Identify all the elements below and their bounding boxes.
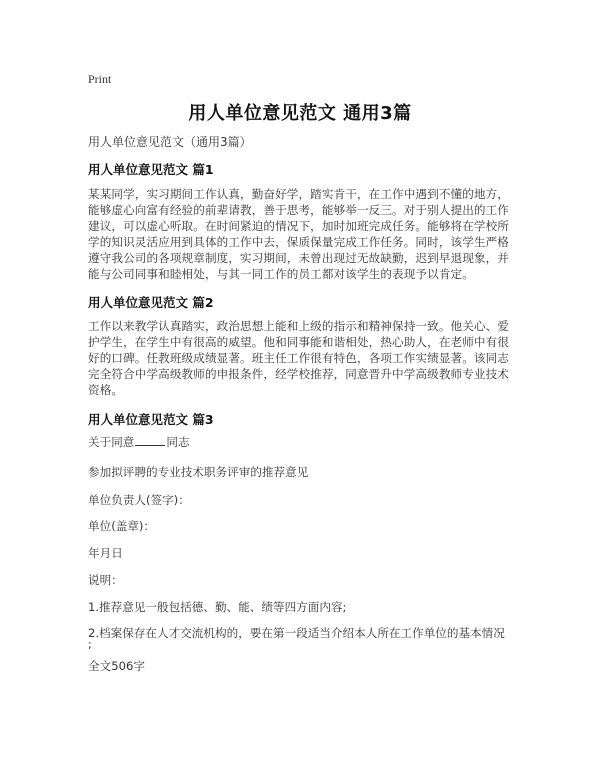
name-blank: [135, 434, 165, 446]
paragraph-line: 资格。: [88, 383, 124, 397]
section-1-paragraph: [88, 186, 516, 282]
note-item-1: 1.推荐意见一般包括德、勤、能、绩等四方面内容;: [88, 600, 347, 614]
section-heading-1: 用人单位意见范文 篇1: [88, 162, 214, 177]
section-2-paragraph: [88, 318, 516, 398]
section-heading-2: 用人单位意见范文 篇2: [88, 295, 214, 310]
paragraph-line: 建议，可以虚心听取。在时间紧迫的情况下，加时加班完成任务。能够将在学校所: [88, 219, 509, 233]
paragraph-line: 遵守我公司的各项规章制度，实习期间，未曾出现过无故缺勤，迟到早退现象，并: [88, 251, 509, 265]
paragraph-line: 工作以来教学认真踏实，政治思想上能和上级的指示和精神保持一致。他关心、爱: [88, 319, 509, 333]
paragraph-line: 某某同学，实习期间工作认真，勤奋好学，踏实肯干，在工作中遇到不懂的地方，: [88, 187, 509, 201]
paragraph-line: 完全符合中学高级教师的申报条件，经学校推荐，同意晋升中学高级教师专业技术: [88, 367, 509, 381]
paragraph-line: 能够虚心向富有经验的前辈请教，善于思考，能够举一反三。对于别人提出的工作: [88, 203, 509, 217]
agree-suffix: 同志: [166, 435, 190, 449]
note-label: 说明：: [88, 573, 123, 587]
paragraph-line: 好的口碑。任教班级成绩显著。班主任工作很有特色，各项工作实绩显著。该同志: [88, 351, 509, 365]
note-item-2-continuation: ;: [88, 638, 92, 651]
unit-seal-line: 单位(盖章)：: [88, 519, 156, 533]
date-line: 年月日: [88, 546, 123, 560]
page-title: 用人单位意见范文 通用3篇: [188, 103, 412, 124]
paragraph-line: 能与公司同事和睦相处，与其一同工作的员工都对该学生的表现予以肯定。: [88, 267, 474, 281]
paragraph-line: 护学生，在学生中有很高的威望。他和同事能和谐相处，热心助人，在老师中有很: [88, 335, 509, 349]
leader-signature-line: 单位负责人(签字)：: [88, 493, 190, 507]
document-subtitle: 用人单位意见范文（通用3篇）: [88, 135, 252, 149]
print-label: Print: [88, 72, 112, 86]
agree-prefix: 关于同意: [88, 435, 135, 449]
note-item-2: 2.档案保存在人才交流机构的，要在第一段适当介绍本人所在工作单位的基本情况: [88, 626, 505, 640]
word-count: 全文506字: [88, 659, 145, 673]
paragraph-line: 学的知识灵活应用到具体的工作中去，保质保量完成工作任务。同时，该学生严格: [88, 235, 509, 249]
section-heading-3: 用人单位意见范文 篇3: [88, 412, 214, 427]
recommend-line: 参加拟评聘的专业技术职务评审的推荐意见: [88, 465, 309, 479]
agree-line: [88, 434, 190, 450]
